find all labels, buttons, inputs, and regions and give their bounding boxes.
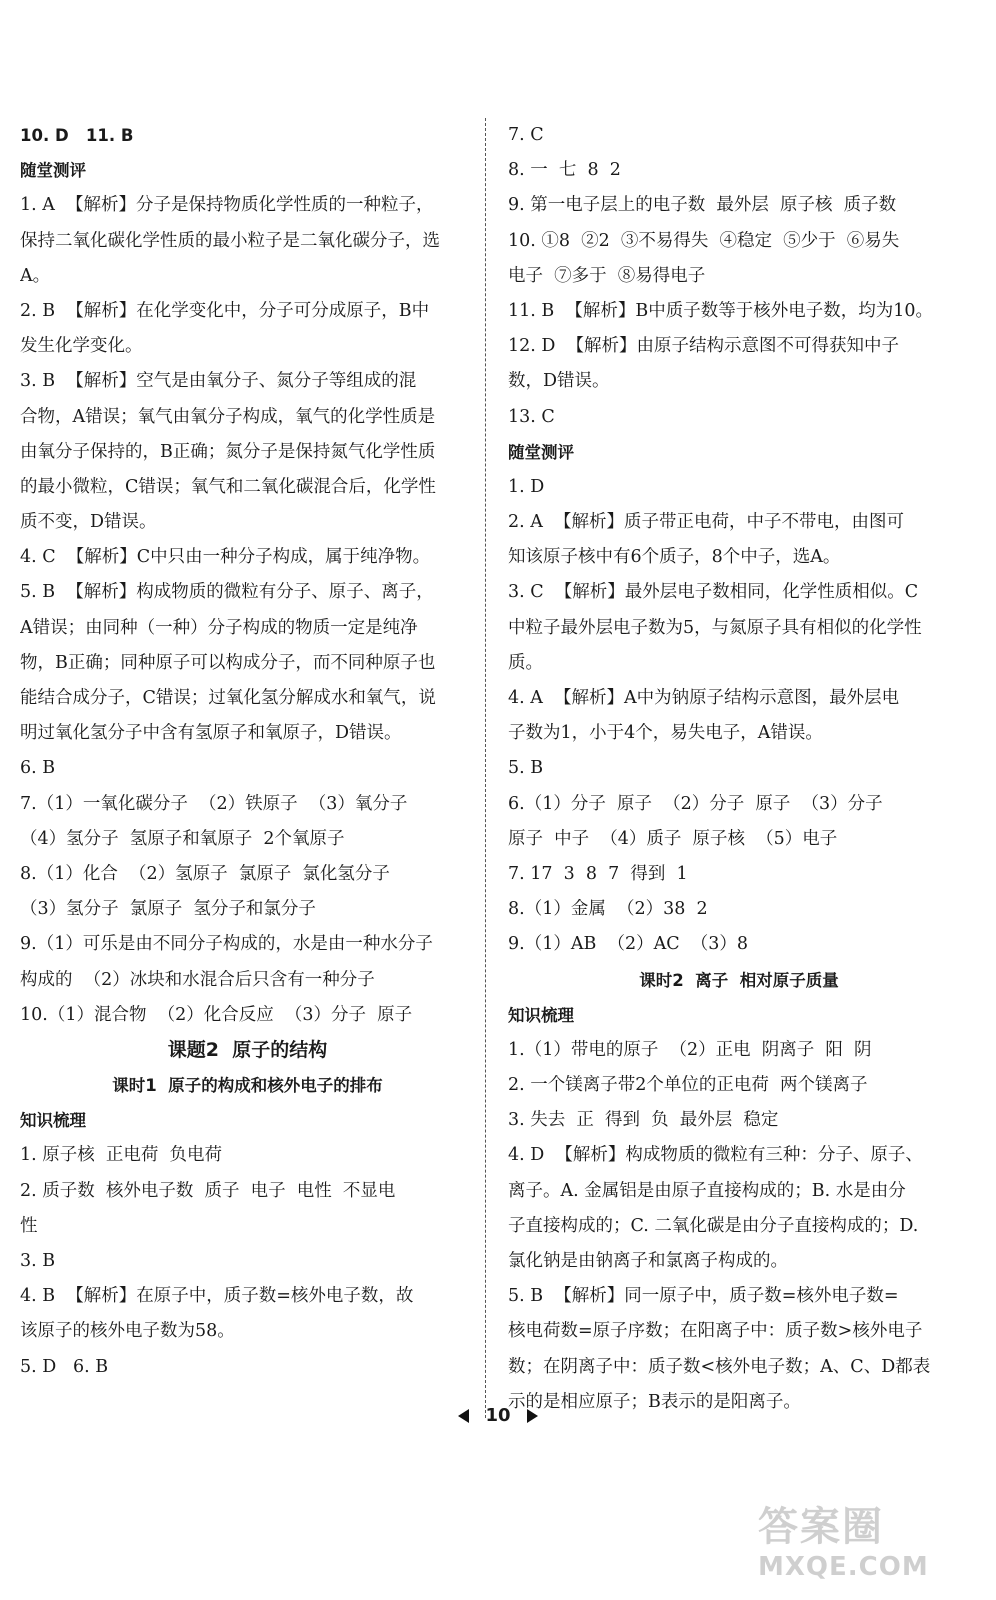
text-line: 离子。A. 金属铝是由原子直接构成的；B. 水是由分 (508, 1180, 906, 1201)
lesson-title: 课时1 原子的构成和核外电子的排布 (112, 1076, 383, 1096)
text-line: 该原子的核外电子数为58。 (20, 1321, 235, 1342)
text-line: 8.（1）金属 （2）38 2 (508, 899, 708, 920)
text-line: 9. 第一电子层上的电子数 最外层 原子核 质子数 (508, 195, 897, 216)
text-line: 8.（1）化合 （2）氢原子 氯原子 氯化氢分子 (20, 863, 390, 884)
text-line: 1.（1）带电的原子 （2）正电 阴离子 阳 阴 (508, 1039, 872, 1060)
text-line: 氯化钠是由钠离子和氯离子构成的。 (508, 1251, 788, 1271)
text-line: 原子 中子 （4）质子 原子核 （5）电子 (508, 828, 838, 849)
text-line: 8. 一 七 8 2 (508, 160, 621, 181)
text-line: 3. B (20, 1251, 56, 1271)
text-line: 10.（1）混合物 （2）化合反应 （3）分子 原子 (20, 1004, 413, 1025)
watermark-url: MXQE.COM (758, 1552, 929, 1582)
text-line: 5. B 【解析】构成物质的微粒有分子、原子、离子， (20, 582, 434, 603)
text-line: 物，B正确；同种原子可以构成分子，而不同种原子也 (20, 652, 436, 673)
text-line: 1. 原子核 正电荷 负电荷 (20, 1145, 223, 1166)
text-line: 数；在阴离子中：质子数<核外电子数；A、C、D都表 (508, 1356, 931, 1377)
text-line: 3. 失去 正 得到 负 最外层 稳定 (508, 1110, 779, 1131)
text-line: 保持二氧化碳化学性质的最小粒子是二氧化碳分子，选 (20, 230, 440, 251)
text-line: 7. 17 3 8 7 得到 1 (508, 863, 688, 884)
text-line: 性 (20, 1215, 38, 1236)
text-line: 子直接构成的；C. 二氧化碳是由分子直接构成的；D. (508, 1215, 919, 1236)
text-line: 4. D 【解析】构成物质的微粒有三种：分子、原子、 (508, 1145, 923, 1166)
prev-page-arrow-icon[interactable] (458, 1409, 469, 1423)
text-line: 9.（1）可乐是由不同分子构成的，水是由一种水分子 (20, 934, 433, 955)
section-heading: 10. D 11. B (20, 126, 134, 145)
text-line: 6. B (20, 758, 56, 779)
text-line: 1. D (508, 476, 545, 497)
right-column (508, 118, 970, 1420)
text-line: A。 (20, 265, 51, 286)
text-line: 子数为1，小于4个，易失电子，A错误。 (508, 723, 823, 744)
text-line: 由氧分子保持的，B正确；氮分子是保持氮气化学性质 (20, 441, 436, 462)
text-line: 3. B 【解析】空气是由氧分子、氮分子等组成的混 (20, 371, 417, 392)
text-line: 1. A 【解析】分子是保持物质化学性质的一种粒子， (20, 195, 434, 216)
text-line: 明过氧化氢分子中含有氢原子和氧原子，D错误。 (20, 723, 402, 744)
text-line: 质不变，D错误。 (20, 512, 157, 533)
column-divider (485, 118, 486, 1418)
text-line: 7. C (508, 125, 544, 145)
page-footer (0, 1405, 996, 1426)
text-line: 7.（1）一氧化碳分子 （2）铁原子 （3）氧分子 (20, 793, 408, 814)
text-line: 的最小微粒，C错误；氧气和二氧化碳混合后，化学性 (20, 476, 436, 497)
text-line: 2. B 【解析】在化学变化中，分子可分成原子，B中 (20, 300, 430, 321)
text-line: A错误；由同种（一种）分子构成的物质一定是纯净 (20, 617, 418, 638)
left-column (20, 118, 475, 1385)
text-line: 10. ①8 ②2 ③不易得失 ④稳定 ⑤少于 ⑥易失 (508, 230, 900, 251)
text-line: 核电荷数=原子序数；在阳离子中：质子数>核外电子 (508, 1321, 923, 1342)
text-line: 4. A 【解析】A中为钠原子结构示意图，最外层电 (508, 688, 900, 708)
section-heading: 知识梳理 (508, 1005, 574, 1025)
text-line: 5. B 【解析】同一原子中，质子数=核外电子数= (508, 1286, 899, 1307)
text-line: 4. C 【解析】C中只由一种分子构成，属于纯净物。 (20, 547, 431, 568)
section-heading: 随堂测评 (20, 161, 86, 181)
section-heading: 随堂测评 (508, 442, 574, 462)
lesson-title: 课时2 离子 相对原子质量 (639, 970, 839, 990)
text-line: 3. C 【解析】最外层电子数相同，化学性质相似。C (508, 582, 919, 603)
text-line: 合物，A错误；氧气由氧分子构成，氧气的化学性质是 (20, 406, 436, 427)
text-line: 数，D错误。 (508, 371, 610, 392)
text-line: 能结合成分子，C错误；过氧化氢分解成水和氧气，说 (20, 688, 436, 708)
text-line: 2. A 【解析】质子带正电荷，中子不带电，由图可 (508, 512, 905, 533)
text-line: 9.（1）AB （2）AC （3）8 (508, 934, 749, 955)
text-line: 13. C (508, 406, 555, 427)
text-line: 电子 ⑦多于 ⑧易得电子 (508, 265, 706, 286)
text-line: 中粒子最外层电子数为5，与氮原子具有相似的化学性 (508, 617, 922, 638)
text-line: 4. B 【解析】在原子中，质子数=核外电子数，故 (20, 1286, 414, 1307)
site-watermark (758, 1495, 978, 1590)
text-line: 构成的 （2）冰块和水混合后只含有一种分子 (20, 969, 375, 990)
text-line: （4）氢分子 氢原子和氧原子 2个氧原子 (20, 828, 345, 849)
watermark-title: 答案圈 (758, 1504, 884, 1550)
next-page-arrow-icon[interactable] (527, 1409, 538, 1423)
text-line: 知该原子核中有6个质子，8个中子，选A。 (508, 547, 841, 568)
text-line: （3）氢分子 氯原子 氢分子和氯分子 (20, 899, 316, 920)
text-line: 5. D 6. B (20, 1356, 109, 1377)
text-line: 5. B (508, 758, 544, 779)
text-line: 2. 一个镁离子带2个单位的正电荷 两个镁离子 (508, 1075, 868, 1096)
text-line: 6.（1）分子 原子 （2）分子 原子 （3）分子 (508, 793, 883, 814)
text-line: 示的是相应原子；B表示的是阳离子。 (508, 1391, 801, 1412)
text-line: 2. 质子数 核外电子数 质子 电子 电性 不显电 (20, 1180, 396, 1201)
page-number: 10 (485, 1405, 511, 1426)
text-line: 12. D 【解析】由原子结构示意图不可得获知中子 (508, 336, 900, 357)
text-line: 发生化学变化。 (20, 336, 143, 357)
topic-title: 课题2 原子的结构 (167, 1038, 328, 1061)
section-heading: 知识梳理 (20, 1111, 86, 1131)
text-line: 11. B 【解析】B中质子数等于核外电子数，均为10。 (508, 300, 934, 321)
text-line: 质。 (508, 652, 543, 673)
